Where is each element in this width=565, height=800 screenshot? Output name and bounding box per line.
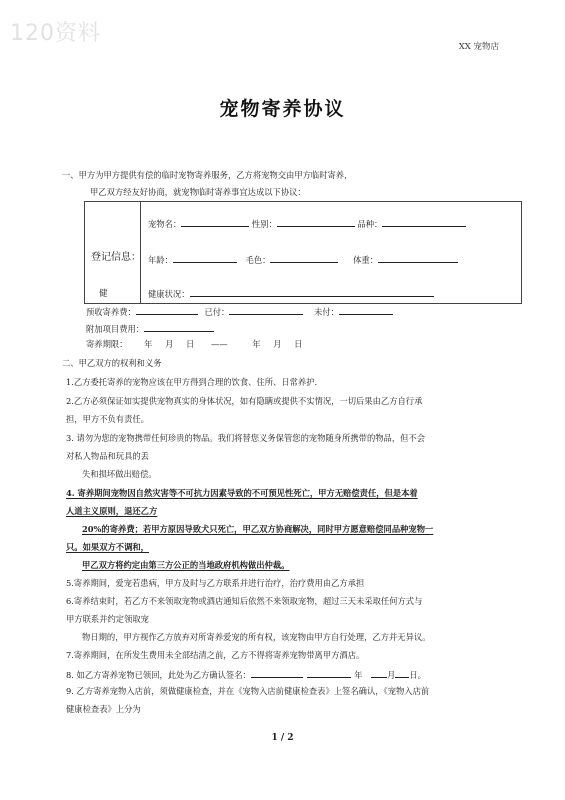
page-number: 1 / 2 [271, 733, 294, 743]
clause-6-line-3: 物日期的，甲方视作乙方放弃对所寄养爱宠的所有权，该宠物由甲方自行处理，乙方并无异议。 [82, 632, 431, 642]
breed-field[interactable] [382, 217, 466, 227]
unpaid-field[interactable] [339, 305, 393, 315]
clause-8-text: 8. 如乙方寄养宠物已领回，此处为乙方确认签名： [66, 670, 251, 680]
document-title: 宠物寄养协议 [219, 98, 346, 120]
paid-label: 已付： [204, 307, 230, 317]
clause-3-line-3: 失和损坏做出赔偿。 [82, 469, 157, 479]
prepaid-fee-field[interactable] [136, 305, 198, 315]
age-row [148, 253, 458, 266]
prepaid-fee-label: 预收寄养费： [86, 307, 136, 317]
form-divider [140, 202, 141, 303]
gender-label: 性别： [251, 219, 277, 229]
coat-color-label: 毛色： [245, 255, 271, 265]
intro-line-1: 一、甲方为甲方提供有偿的临时宠物寄养服务，乙方将宠物交由甲方临时寄养， [62, 170, 353, 180]
clause-4-line-3: 20%的寄养费；若甲方原因导致犬只死亡，甲乙双方协商解决，同时甲方愿意赔偿同品种宠物一 [82, 524, 434, 534]
period-row [86, 339, 302, 350]
day-field[interactable] [395, 668, 409, 678]
clause-3-line-2: 对私人物品和玩具的丢 [66, 451, 149, 461]
period-end-month: 月 [273, 339, 282, 349]
clause-4-line-5: 甲乙双方将约定由第三方公正的当地政府机构做出仲裁。 [82, 560, 290, 570]
clause-8-day: 日。 [409, 670, 426, 680]
registration-label: 登记信息： [91, 252, 141, 263]
clause-5: 5.寄养期间，爱宠若患病，甲方及时与乙方联系并进行治疗，治疗费用由乙方承担 [66, 578, 365, 588]
coat-color-field[interactable] [270, 253, 338, 263]
clause-9-line-2: 健康检查表》上分为 [66, 704, 141, 714]
breed-label: 品种： [357, 219, 383, 229]
clause-9-line-1: 9. 乙方寄养宠物入店前，须做健康检查，并在《宠物入店前健康检查表》上签名确认，《宠物入店前 [66, 686, 430, 696]
gender-field[interactable] [277, 217, 355, 227]
period-dash: —— [211, 339, 228, 349]
extras-fee-field[interactable] [144, 322, 214, 332]
clause-7: 7.寄养期间，在所发生费用未全部结清之前，乙方不得将寄养宠物带离甲方酒店。 [66, 650, 365, 660]
clause-4-line-4: 只。如果双方不调和， [66, 542, 149, 552]
clause-4-line-2: 人道主义原则，退还乙方 [66, 506, 158, 516]
paid-field[interactable] [229, 305, 303, 315]
period-end-day: 日 [294, 339, 303, 349]
age-field[interactable] [173, 253, 237, 263]
period-start-day: 日 [186, 339, 195, 349]
shop-header: XX 宠物店 [458, 42, 499, 52]
extras-fee-label: 附加项目费用： [86, 324, 145, 334]
health-label: 健康状况： [148, 289, 190, 299]
pet-name-field[interactable] [181, 217, 249, 227]
fees-row [86, 305, 393, 318]
registration-form-box [84, 201, 522, 304]
period-start-month: 月 [165, 339, 174, 349]
weight-field[interactable] [378, 253, 458, 263]
extras-row [86, 322, 214, 335]
clause-6-line-1: 6.寄养结束时，若乙方不来领取宠物或酒店通知后依然不来领取宠物，超过三天未采取任何方式与 [66, 596, 423, 606]
clause-8 [66, 668, 426, 681]
weight-label: 体重： [353, 255, 378, 265]
unpaid-label: 未付： [313, 307, 339, 317]
pet-name-row [148, 217, 466, 230]
period-end-year: 年 [252, 339, 261, 349]
health-prefix-label: 健 [99, 289, 108, 299]
year-field[interactable] [307, 668, 351, 678]
watermark: 120资料 [10, 21, 101, 46]
month-field[interactable] [371, 668, 387, 678]
clause-2-line-1: 2.乙方必须保证如实提供宠物真实的身体状况，如有隐瞒或提供不实情况，一切后果由乙方自行承 [66, 396, 423, 406]
clause-8-month: 月 [387, 670, 396, 680]
clause-3-line-1: 3. 请勿为您的宠物携带任何珍贵的物品。我们将替您义务保管您的宠物随身所携带的物品，但不会 [66, 433, 426, 443]
signature-field[interactable] [251, 668, 303, 678]
intro-line-2: 甲乙双方经友好协商，就宠物临时寄养事宜达成以下协议： [90, 187, 306, 197]
clause-2-line-2: 担，甲方不负有责任。 [66, 414, 149, 424]
period-start-year: 年 [144, 339, 153, 349]
health-field[interactable] [190, 287, 434, 297]
clause-8-year: 年 [354, 670, 363, 680]
clause-1: 1.乙方委托寄养的宠物应该在甲方得到合理的饮食、住所、日常养护. [66, 377, 318, 387]
section-2-heading: 二、甲乙双方的权利和义务 [62, 358, 162, 368]
pet-name-label: 宠物名： [148, 219, 182, 229]
clause-6-line-2: 甲方联系并约定领取宠 [66, 614, 149, 624]
clause-4-line-1: 4. 寄养期间宠物因自然灾害等不可抗力因素导致的不可预见性死亡，甲方无赔偿责任，但是本着 [66, 488, 418, 498]
health-row [148, 287, 434, 300]
period-label: 寄养期限： [86, 339, 128, 349]
age-label: 年龄： [148, 255, 173, 265]
